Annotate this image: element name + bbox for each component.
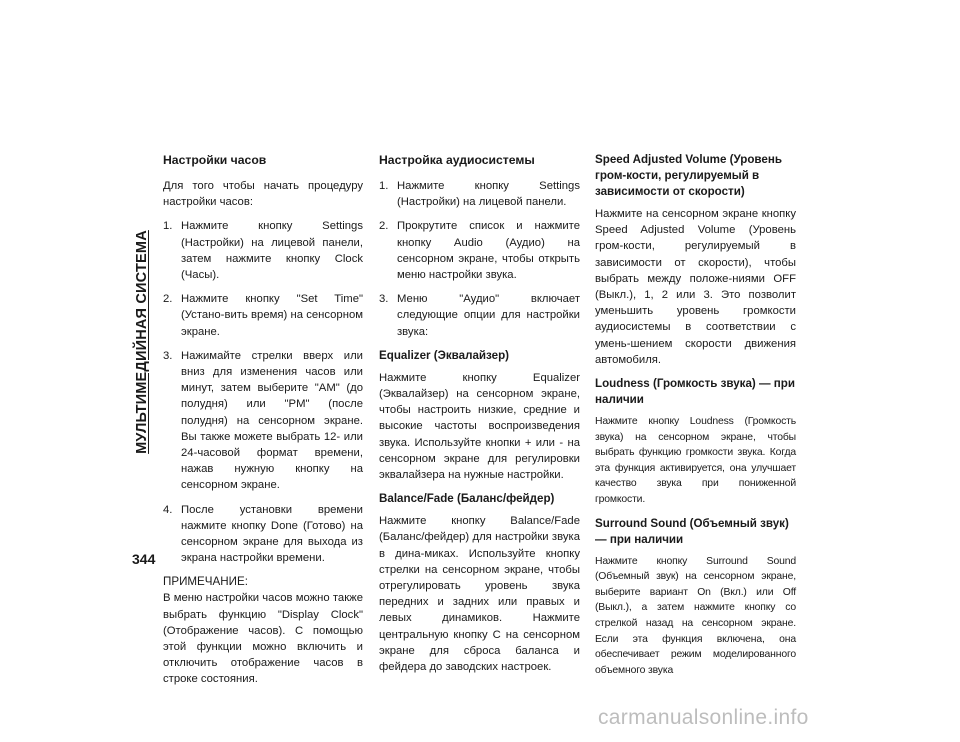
- section-title-text: МУЛЬТИМЕДИЙНАЯ СИСТЕМА: [134, 230, 150, 454]
- step-text: Нажмите кнопку "Set Time" (Устано-вить время) на сенсорном экране.: [181, 293, 363, 338]
- surround-block: [595, 554, 796, 679]
- loudness-heading: Loudness (Громкость звука) — при наличии: [595, 377, 796, 407]
- note-text: В меню настройки часов можно также выбрать функцию "Display Clock" (Отображение часов). С помощью этой функции можно включить и отключить отображение часов в строке состояния.: [163, 592, 363, 686]
- list-item: [379, 218, 580, 283]
- column-audio-settings: [379, 152, 580, 683]
- step-number: 2.: [163, 293, 173, 306]
- step-number: 3.: [379, 293, 389, 306]
- step-text: Нажмите кнопку Settings (Настройки) на лицевой панели.: [397, 180, 580, 209]
- list-item: [379, 291, 580, 340]
- clock-settings-heading: Настройки часов: [163, 153, 267, 167]
- list-item: [163, 502, 363, 567]
- step-number: 1.: [379, 180, 389, 192]
- balance-fade-text: Нажмите кнопку Balance/Fade (Баланс/фейдер) для настройки звука в дина-миках. Используйте кнопку стрелки на сенсорном экране, чтобы отрегулировать уровень звука передних и задних или правых и левых динамиков. Нажмите центральную кнопку С на сенсорном экране для сброса баланса и фейдера до заводских настроек.: [379, 515, 580, 674]
- step-text: Нажимайте стрелки вверх или вниз для изменения часов или минут, затем выберите "AM" (до полудня) или "PM" (после полудня) на сенсорном экране. Вы также можете выбрать 12- или 24-часовой формат времени, нажав нужную кнопку на сенсорном экране.: [181, 349, 363, 492]
- surround-text: Нажмите кнопку Surround Sound (Объемный звук) на сенсорном экране, выберите вариант On (Вкл.) или Off (Выкл.), а затем нажмите кнопку со стрелкой назад на сенсорном экране. Если эта функция включена, она обеспечивает режим моделированного объемного звука: [595, 555, 796, 676]
- step-number: 4.: [163, 503, 173, 516]
- list-item: [163, 218, 363, 283]
- speed-volume-text: Нажмите на сенсорном экране кнопку Speed Adjusted Volume (Уровень гром-кости, регулируемый в зависимости от скорости), чтобы выбрать между положе-ниями OFF (Выкл.), 1, 2 или 3. Это позволит уменьшить уровень громкости аудиосистемы в соответствии с умень-шением скорости движения автомобиля.: [595, 208, 796, 366]
- equalizer-heading: Equalizer (Эквалайзер): [379, 348, 510, 362]
- step-text: Меню "Аудио" включает следующие опции для настройки звука:: [397, 293, 580, 338]
- audio-settings-steps: [379, 178, 580, 340]
- loudness-text: Нажмите кнопку Loudness (Громкость звука) на сенсорном экране, чтобы выбрать функцию громкости звука. Когда эта функция активируется, она улучшает качество звука при пониженной громкости.: [595, 416, 796, 505]
- loudness-block: [595, 414, 796, 508]
- step-text: Нажмите кнопку Settings (Настройки) на лицевой панели, затем нажмите кнопку Clock (Часы).: [181, 220, 363, 282]
- balance-fade-heading: Balance/Fade (Баланс/фейдер): [379, 492, 555, 506]
- step-number: 1.: [163, 220, 173, 233]
- step-number: 3.: [163, 349, 173, 362]
- list-item: [163, 291, 363, 340]
- section-title-vertical: [132, 142, 152, 542]
- step-text: После установки времени нажмите кнопку Done (Готово) на сенсорном экране для выхода из экрана настройки времени.: [181, 503, 363, 565]
- speed-volume-heading: Speed Adjusted Volume (Уровень гром-кости, регулируемый в зависимости от скорости): [595, 153, 782, 198]
- clock-settings-intro: Для того чтобы начать процедуру настройки часов:: [163, 180, 363, 209]
- list-item: [379, 178, 580, 210]
- equalizer-text: Нажмите кнопку Equalizer (Эквалайзер) на сенсорном экране, чтобы настроить низкие, средние и высокие частоты воспроизведения звука. Используйте кнопки + или - на сенсорном экране для регулировки эквалайзера на нужные настройки.: [379, 371, 580, 482]
- step-text: Прокрутите список и нажмите кнопку Audio (Аудио) на сенсорном экране, чтобы открыть меню настройки звука.: [397, 220, 580, 282]
- step-number: 2.: [379, 220, 389, 233]
- audio-settings-heading: Настройка аудиосистемы: [379, 153, 535, 167]
- page-number: 344: [132, 551, 156, 567]
- surround-heading: Surround Sound (Объемный звук) — при наличии: [595, 516, 789, 546]
- column-audio-options: [595, 152, 796, 686]
- clock-settings-steps: [163, 218, 363, 566]
- list-item: [163, 348, 363, 494]
- note-heading: ПРИМЕЧАНИЕ:: [163, 575, 248, 589]
- column-clock-settings: [163, 152, 363, 696]
- watermark: carmanualsonline.info: [598, 706, 809, 729]
